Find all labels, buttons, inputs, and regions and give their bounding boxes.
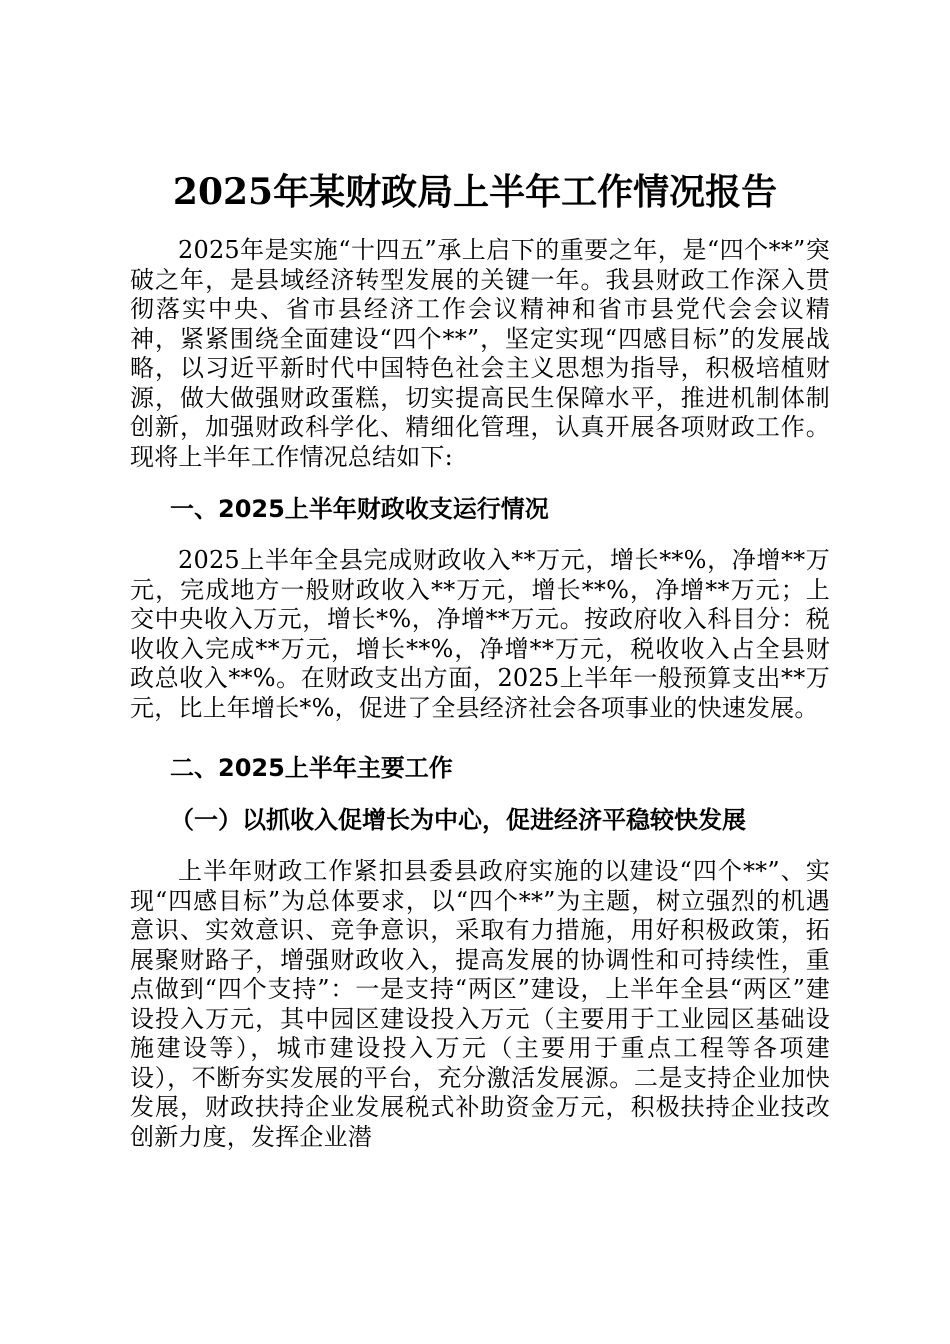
subsection-1-paragraph: 上半年财政工作紧扣县委县政府实施的以建设“四个**”、实现“四感目标”为总体要求，以“四个**”为主题，树立强烈的机遇意识、实效意识、竞争意识，采取有力措施，用好积极政策，拓展聚财路子，增强财政收入，提高发展的协调性和可持续性，重点做到“四个支持”：一是支持“两区”建设，上半年全县“两区”建设投入万元，其中园区建设投入万元（主要用于工业园区基础设施建设等），城市建设投入万元（主要用于重点工程等各项建设），不断夯实发展的平台，充分激活发展源。二是支持企业加快发展，财政扶持企业发展税式补助资金万元，积极扶持企业技改创新力度，发挥企业潜 bbox=[130, 857, 830, 1151]
spacer bbox=[130, 472, 830, 494]
intro-paragraph: 2025年是实施“十四五”承上启下的重要之年，是“四个**”突破之年，是县域经济转型发展的关键一年。我县财政工作深入贯彻落实中央、省市县经济工作会议精神和省市县党代会会议精神，紧紧围绕全面建设“四个**”，坚定实现“四感目标”的发展战略，以习近平新时代中国特色社会主义思想为指导，积极培植财源，做大做强财政蛋糕，切实提高民生保障水平，推进机制体制创新，加强财政科学化、精细化管理，认真开展各项财政工作。现将上半年工作情况总结如下: bbox=[130, 236, 830, 471]
document-title: 2025年某财政局上半年工作情况报告 bbox=[172, 171, 778, 213]
spacer bbox=[130, 835, 830, 857]
section-1-paragraph: 2025上半年全县完成财政收入**万元，增长**%，净增**万元，完成地方一般财政收入**万元，增长**%，净增**万元；上交中央收入万元，增长*%，净增**万元。按政府收入科目分：税收收入完成**万元，增长**%，净增**万元，税收收入占全县财政总收入**%。在财政支出方面，2025上半年一般预算支出**万元，比上年增长*%，促进了全县经济社会各项事业的快速发展。 bbox=[130, 546, 830, 722]
document-body bbox=[130, 236, 830, 1152]
section-2-heading: 二、2025上半年主要工作 bbox=[170, 754, 453, 782]
subsection-1-heading: （一）以抓收入促增长为中心，促进经济平稳较快发展 bbox=[170, 806, 746, 834]
spacer bbox=[130, 783, 830, 805]
spacer bbox=[130, 524, 830, 546]
spacer bbox=[130, 723, 830, 753]
section-1-heading: 一、2025上半年财政收支运行情况 bbox=[170, 495, 549, 523]
